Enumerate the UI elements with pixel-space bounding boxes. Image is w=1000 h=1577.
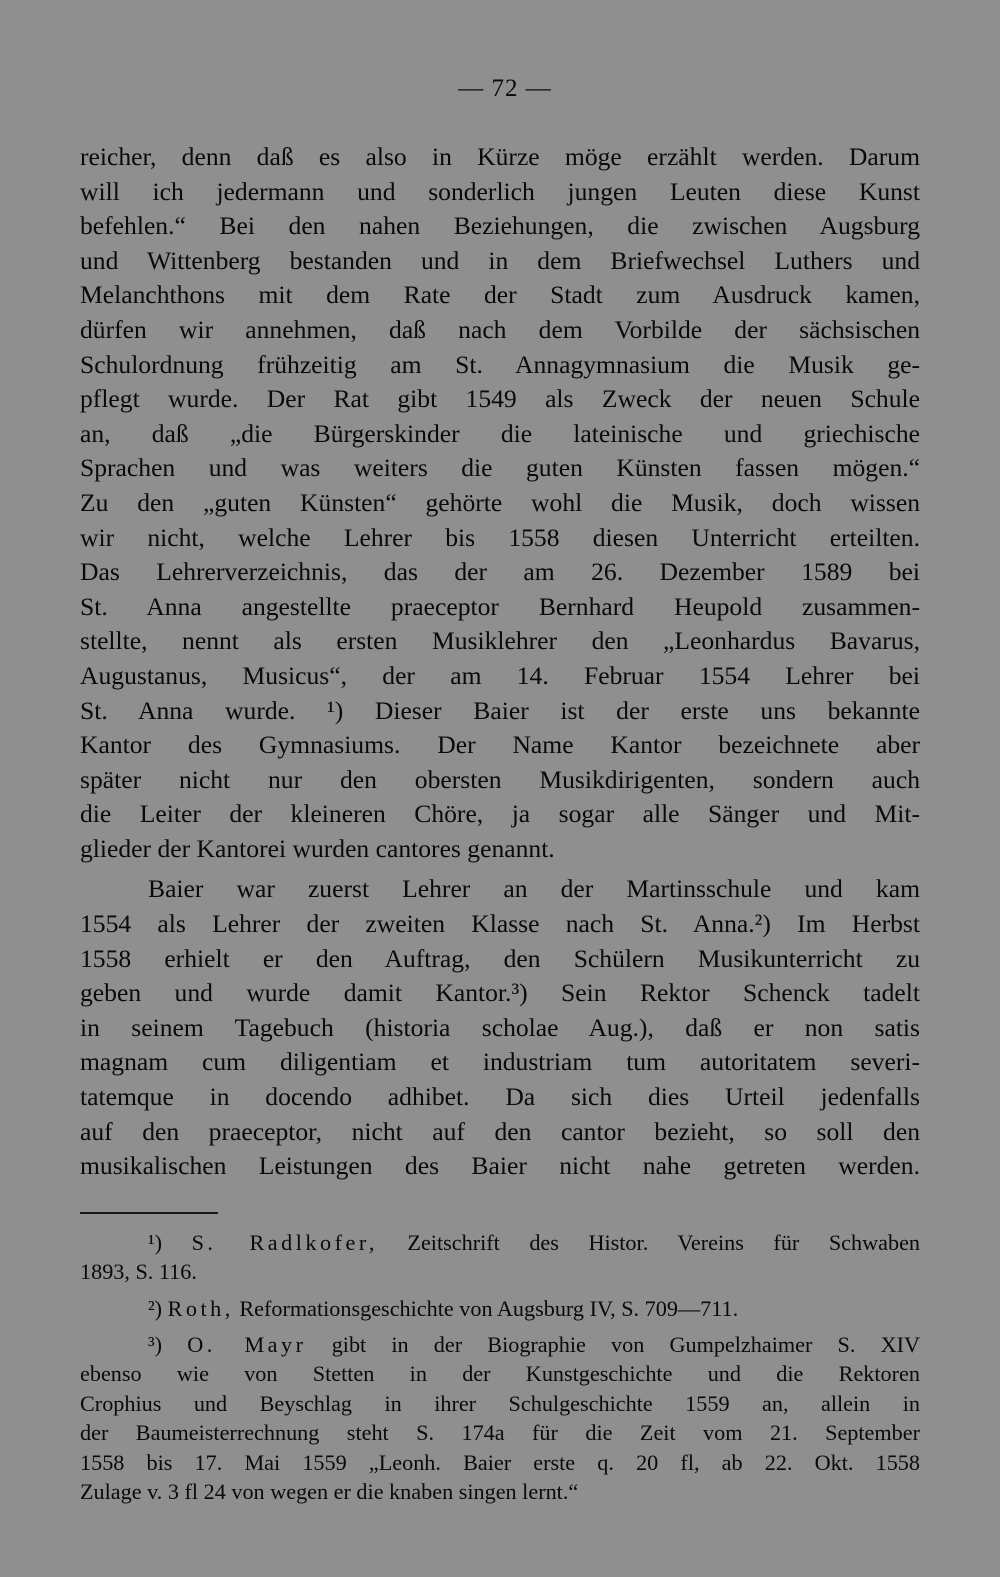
footnote-text: gibt in der Biographie von Gumpelzhaimer S. XIV xyxy=(331,1332,921,1358)
main-text xyxy=(80,140,920,1184)
footnote-1 xyxy=(80,1228,920,1287)
text-line: auf den praeceptor, nicht auf den cantor bezieht, so soll den xyxy=(80,1116,920,1146)
paragraph-1 xyxy=(80,140,920,866)
footnote-mark: ²) xyxy=(148,1295,163,1321)
footnotes xyxy=(80,1228,920,1507)
text-line: pflegt wurde. Der Rat gibt 1549 als Zweck der neuen Schule xyxy=(80,384,920,414)
text-line: musikalischen Leistungen des Baier nicht nahe getreten werden. xyxy=(80,1151,920,1181)
text-line: Augustanus, Musicus“, der am 14. Februar 1554 Lehrer bei xyxy=(80,660,920,690)
footnote-3 xyxy=(80,1330,920,1506)
footnote-line: 1893, S. 116. xyxy=(80,1259,197,1285)
text-line: Schulordnung frühzeitig am St. Annagymnasium die Musik ge- xyxy=(80,349,920,379)
text-line: Zu den „guten Künsten“ gehörte wohl die Musik, doch wissen xyxy=(80,487,920,517)
footnote-line xyxy=(80,1330,920,1359)
text-line: Das Lehrerverzeichnis, das der am 26. Dezember 1589 bei xyxy=(80,557,920,587)
text-line: an, daß „die Bürgerskinder die lateinische und griechische xyxy=(80,418,920,448)
text-line: in seinem Tagebuch (historia scholae Aug.), daß er non satis xyxy=(80,1012,920,1042)
book-page xyxy=(80,72,920,1506)
text-line: dürfen wir annehmen, daß nach dem Vorbilde der sächsischen xyxy=(80,314,920,344)
text-line: Kantor des Gymnasiums. Der Name Kantor bezeichnete aber xyxy=(80,730,920,760)
text-line: und Wittenberg bestanden und in dem Briefwechsel Luthers und xyxy=(80,245,920,275)
text-line: geben und wurde damit Kantor.³) Sein Rektor Schenck tadelt xyxy=(80,978,920,1008)
footnote-line: ebenso wie von Stetten in der Kunstgeschichte und die Rektoren xyxy=(80,1361,920,1387)
footnote-2 xyxy=(80,1294,920,1323)
footnote-line xyxy=(80,1228,920,1257)
text-line: tatemque in docendo adhibet. Da sich dies Urteil jedenfalls xyxy=(80,1082,920,1112)
text-line: Baier war zuerst Lehrer an der Martinsschule und kam xyxy=(148,874,920,904)
text-line: Sprachen und was weiters die guten Künsten fassen mögen.“ xyxy=(80,453,920,483)
text-line: Melanchthons mit dem Rate der Stadt zum Ausdruck kamen, xyxy=(80,280,920,310)
footnote-text: Zeitschrift des Histor. Vereins für Schwaben xyxy=(407,1229,921,1255)
text-line: 1554 als Lehrer der zweiten Klasse nach St. Anna.²) Im Herbst xyxy=(80,909,920,939)
text-line: stellte, nennt als ersten Musiklehrer den „Leonhardus Bavarus, xyxy=(80,626,920,656)
footnote-author: S. Radlkofer, xyxy=(191,1229,378,1255)
footnote-line: Crophius und Beyschlag in ihrer Schulgeschichte 1559 an, allein in xyxy=(80,1390,920,1416)
text-line: reicher, denn daß es also in Kürze möge erzählt werden. Darum xyxy=(80,142,920,171)
text-line: St. Anna wurde. ¹) Dieser Baier ist der erste uns bekannte xyxy=(80,695,920,725)
text-line: die Leiter der kleineren Chöre, ja sogar alle Sänger und Mit- xyxy=(80,799,920,829)
footnote-author: Roth, xyxy=(167,1295,234,1321)
footnote-line xyxy=(80,1294,920,1323)
text-line: St. Anna angestellte praeceptor Bernhard Heupold zusammen- xyxy=(80,591,920,621)
page-number: — 72 — xyxy=(458,75,552,102)
footnote-line: Zulage v. 3 fl 24 von wegen er die knaben singen lernt.“ xyxy=(80,1479,579,1505)
footnote-line: der Baumeisterrechnung steht S. 174a für die Zeit vom 21. September xyxy=(80,1420,920,1446)
text-line: später nicht nur den obersten Musikdirigenten, sondern auch xyxy=(80,764,920,794)
footnote-separator xyxy=(80,1212,218,1214)
text-line: magnam cum diligentiam et industriam tum autoritatem severi- xyxy=(80,1047,920,1077)
text-line: will ich jedermann und sonderlich jungen Leuten diese Kunst xyxy=(80,176,920,206)
footnote-author: O. Mayr xyxy=(187,1332,307,1358)
paragraph-2 xyxy=(80,872,920,1183)
text-line: glieder der Kantorei wurden cantores genannt. xyxy=(80,833,555,863)
footnote-mark: ¹) xyxy=(148,1229,163,1255)
footnote-line: 1558 bis 17. Mai 1559 „Leonh. Baier erste q. 20 fl, ab 22. Okt. 1558 xyxy=(80,1449,920,1475)
text-line: 1558 erhielt er den Auftrag, den Schülern Musikunterricht zu xyxy=(80,943,920,973)
text-line: befehlen.“ Bei den nahen Beziehungen, die zwischen Augsburg xyxy=(80,211,920,241)
footnote-text: Reformationsgeschichte von Augsburg IV, S. 709—711. xyxy=(239,1295,739,1321)
text-line: wir nicht, welche Lehrer bis 1558 diesen Unterricht erteilten. xyxy=(80,522,920,552)
footnote-mark: ³) xyxy=(148,1332,163,1358)
